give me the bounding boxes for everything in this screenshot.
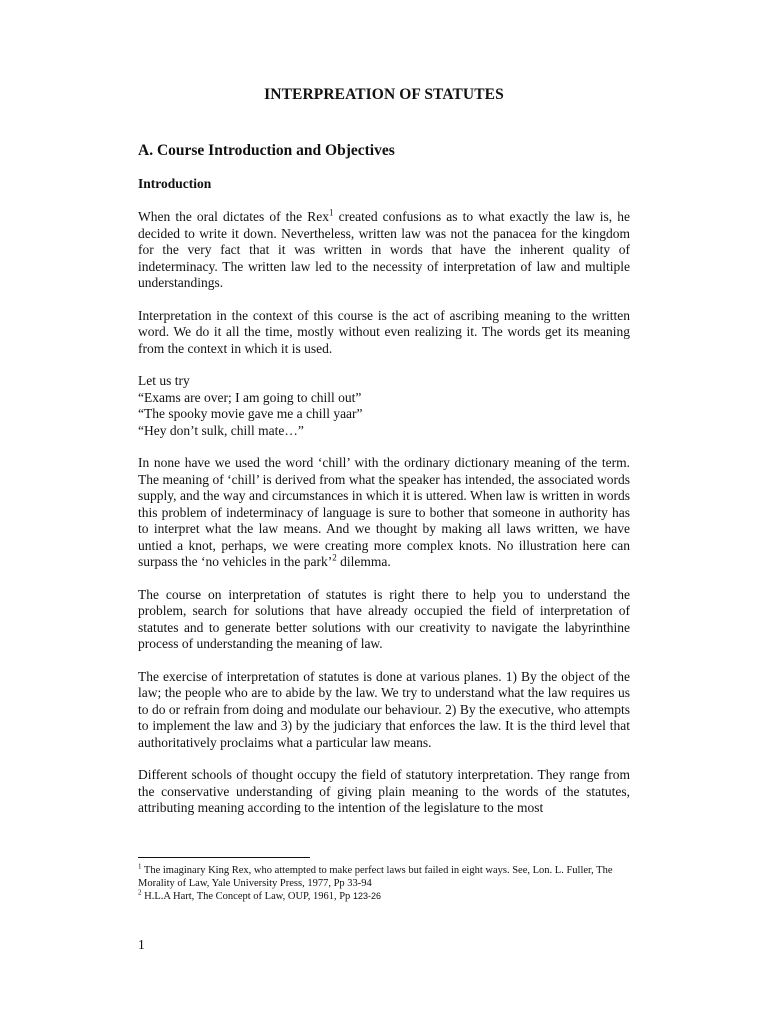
document-page: [138, 0, 630, 1024]
sub-heading: Introduction: [138, 176, 212, 191]
footnote-2-pages: 123-26: [352, 891, 381, 901]
footnote-2-text: H.L.A Hart, The Concept of Law, OUP, 1961, Pp: [141, 891, 353, 902]
paragraph-6: The exercise of interpretation of statutes is done at various planes. 1) By the object of the law; the people who are to abide by the law. We try to understand what the law requires us to do or refrain from doing and modulate our behaviour. 2) By the executive, who attempts to implement the law and 3) by the judiciary that enforces the law. It is the third level that authoritatively proclaims what a particular law means.: [138, 668, 630, 750]
example-line: “Hey don’t sulk, chill mate…”: [138, 422, 304, 438]
page-number: 1: [138, 937, 145, 952]
footnote-ref-2: 2: [332, 552, 337, 563]
paragraph-4-rest: dilemma.: [336, 554, 391, 569]
footnote-1-number: 1: [138, 862, 142, 871]
example-line: “Exams are over; I am going to chill out”: [138, 389, 362, 405]
footnote-1-text: The imaginary King Rex, who attempted to make perfect laws but failed in eight ways. See, Lon. L. Fuller, The Morality of Law, Yale University Press, 1977, Pp 33-94: [138, 865, 613, 889]
footnote-1: [138, 862, 630, 890]
example-line: Let us try: [138, 373, 190, 388]
body-text: [138, 209, 630, 833]
paragraph-3: [138, 373, 630, 439]
paragraph-4-start: In none have we used the word ‘chill’ with the ordinary dictionary meaning of the term. The meaning of ‘chill’ is derived from what the speaker has intended, the associated words supply, and the way and circumstances in which it is uttered. When law is written in words this problem of indeterminacy of language is sure to bother that someone in authority has to interpret what the law means. And we thought by making all laws written, we have untied a knot, perhaps, we were creating more complex knots. No illustration here can surpass the ‘no vehicles in the park’: [138, 455, 630, 569]
footnote-divider: [138, 857, 310, 858]
section-heading: A. Course Introduction and Objectives: [138, 142, 395, 159]
footnote-2-number: 2: [138, 888, 142, 897]
footnote-2: [138, 890, 630, 904]
document-title: INTERPREATION OF STATUTES: [264, 86, 504, 103]
paragraph-1-start: When the oral dictates of the Rex: [138, 209, 330, 224]
footnotes: [138, 862, 630, 904]
footnote-ref-1: 1: [329, 207, 334, 218]
paragraph-1-rest: created confusions as to what exactly the law is, he decided to write it down. Nevertheless, written law was not the panacea for the kingdom for the very fact that it was written in words that have the inherent quality of indeterminacy. The written law led to the necessity of interpretation of law and multiple understandings.: [138, 209, 631, 290]
example-line: “The spooky movie gave me a chill yaar”: [138, 406, 363, 421]
paragraph-4: [138, 455, 630, 571]
paragraph-7: Different schools of thought occupy the field of statutory interpretation. They range from the conservative understanding of giving plain meaning to the words of the statutes, attributing meaning according to the intention of the legislature to the most: [138, 767, 630, 815]
paragraph-2: Interpretation in the context of this course is the act of ascribing meaning to the written word. We do it all the time, mostly without even realizing it. The words get its meaning from the context in which it is used.: [138, 307, 630, 356]
paragraph-5: The course on interpretation of statutes is right there to help you to understand the problem, search for solutions that have already occupied the field of interpretation of statutes and to generate better solutions with our creativity to navigate the labyrinthine process of understanding the meaning of law.: [138, 586, 630, 651]
paragraph-1: [138, 209, 630, 292]
